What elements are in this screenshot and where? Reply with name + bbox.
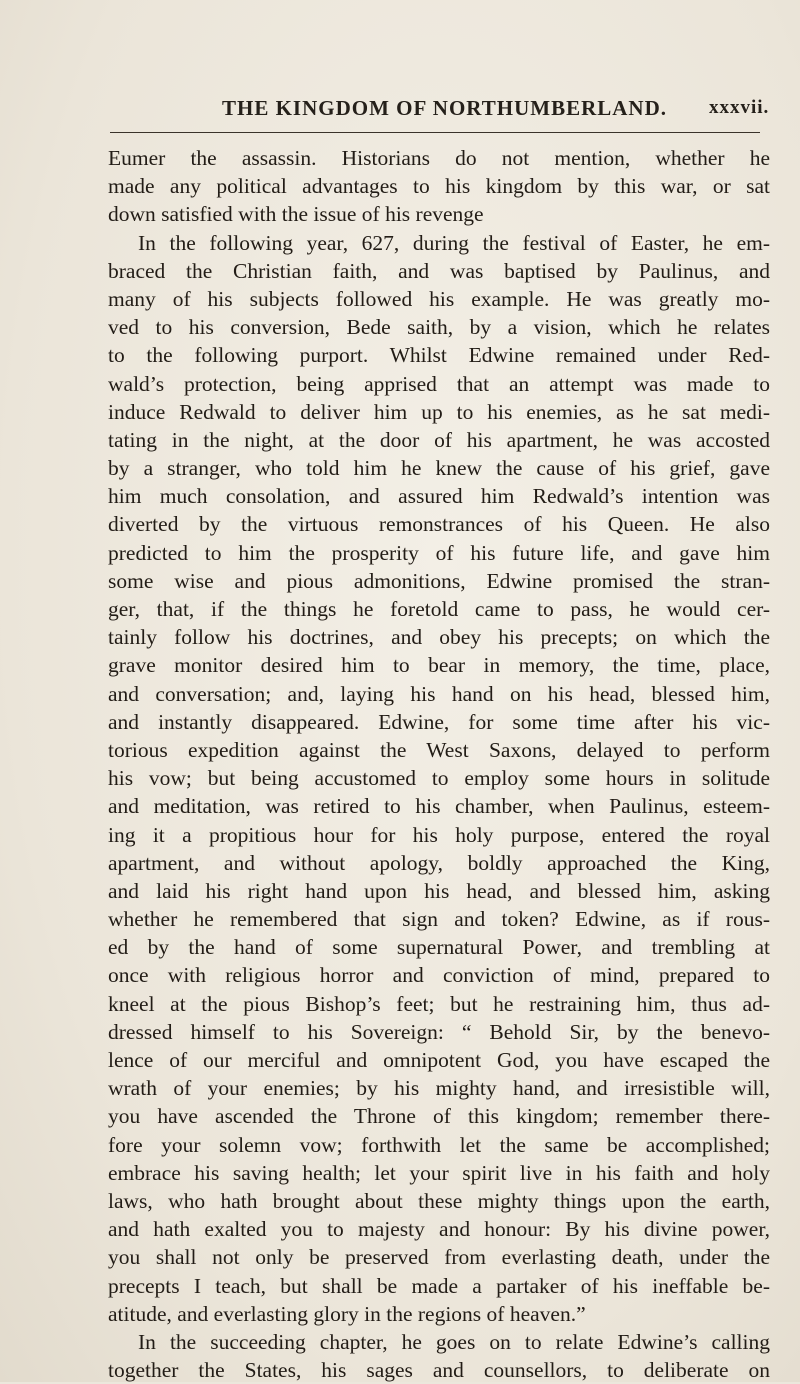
body-text bbox=[108, 144, 770, 1384]
running-head bbox=[0, 96, 800, 126]
text-line: many of his subjects followed his example. He was greatly mo- bbox=[108, 286, 770, 311]
text-line: lence of our merciful and omnipotent God, you have escaped the bbox=[108, 1048, 770, 1072]
text-line: wald’s protection, being apprised that an attempt was made to bbox=[108, 371, 770, 396]
text-line: and hath exalted you to majesty and honour: By his divine power, bbox=[108, 1217, 770, 1242]
text-line: to the following purport. Whilst Edwine remained under Red- bbox=[108, 343, 770, 368]
text-line: some wise and pious admonitions, Edwine promised the stran- bbox=[108, 568, 770, 593]
text-line: predicted to him the prosperity of his future life, and gave him bbox=[108, 540, 770, 565]
text-line: embrace his saving health; let your spirit live in his faith and holy bbox=[108, 1160, 770, 1185]
text-line: you shall not only be preserved from everlasting death, under the bbox=[108, 1245, 770, 1270]
text-line: diverted by the virtuous remonstrances of his Queen. He also bbox=[108, 512, 770, 537]
text-line: and conversation; and, laying his hand on his head, blessed him, bbox=[108, 681, 770, 706]
text-line: In the following year, 627, during the festival of Easter, he em- bbox=[138, 230, 770, 255]
text-line: laws, who hath brought about these mighty things upon the earth, bbox=[108, 1188, 770, 1213]
text-line: grave monitor desired him to bear in memory, the time, place, bbox=[108, 653, 770, 678]
text-line: atitude, and everlasting glory in the regions of heaven.” bbox=[108, 1301, 586, 1326]
text-line: and meditation, was retired to his chamber, when Paulinus, esteem- bbox=[108, 794, 770, 819]
text-line: ved to his conversion, Bede saith, by a vision, which he relates bbox=[108, 315, 770, 340]
text-line: down satisfied with the issue of his revenge bbox=[108, 202, 484, 227]
text-line: In the succeeding chapter, he goes on to relate Edwine’s calling bbox=[138, 1329, 770, 1354]
text-line: fore your solemn vow; forthwith let the same be accomplished; bbox=[108, 1132, 770, 1157]
text-line: made any political advantages to his kingdom by this war, or sat bbox=[108, 174, 770, 199]
text-line: by a stranger, who told him he knew the cause of his grief, gave bbox=[108, 456, 770, 481]
text-line: tainly follow his doctrines, and obey his precepts; on which the bbox=[108, 625, 770, 650]
text-line: kneel at the pious Bishop’s feet; but he restraining him, thus ad- bbox=[108, 991, 770, 1016]
text-line: together the States, his sages and counsellors, to deliberate on bbox=[108, 1358, 770, 1383]
text-line: whether he remembered that sign and token? Edwine, as if rous- bbox=[108, 907, 770, 932]
text-line: ed by the hand of some supernatural Power, and trembling at bbox=[108, 935, 770, 960]
text-line: Eumer the assassin. Historians do not mention, whether he bbox=[108, 146, 770, 170]
text-line: dressed himself to his Sovereign: “ Behold Sir, by the benevo- bbox=[108, 1019, 770, 1044]
header-rule bbox=[110, 132, 760, 133]
text-line: his vow; but being accustomed to employ some hours in solitude bbox=[108, 766, 770, 791]
text-line: and laid his right hand upon his head, and blessed him, asking bbox=[108, 878, 770, 903]
text-line: torious expedition against the West Saxons, delayed to perform bbox=[108, 737, 770, 762]
text-line: him much consolation, and assured him Redwald’s intention was bbox=[108, 484, 770, 509]
running-title: THE KINGDOM OF NORTHUMBERLAND. bbox=[222, 96, 667, 120]
text-line: ing it a propitious hour for his holy purpose, entered the royal bbox=[108, 822, 770, 847]
text-line: wrath of your enemies; by his mighty hand, and irresistible will, bbox=[108, 1076, 770, 1101]
text-line: tating in the night, at the door of his apartment, he was accosted bbox=[108, 427, 770, 452]
text-line: precepts I teach, but shall be made a partaker of his ineffable be- bbox=[108, 1273, 770, 1298]
text-line: you have ascended the Throne of this kingdom; remember there- bbox=[108, 1104, 770, 1129]
page-number: xxxvii. bbox=[709, 97, 770, 118]
text-line: induce Redwald to deliver him up to his enemies, as he sat medi- bbox=[108, 399, 770, 424]
text-line: once with religious horror and conviction of mind, prepared to bbox=[108, 963, 770, 988]
text-line: ger, that, if the things he foretold came to pass, he would cer- bbox=[108, 597, 770, 621]
text-line: and instantly disappeared. Edwine, for some time after his vic- bbox=[108, 709, 770, 734]
text-line: apartment, and without apology, boldly approached the King, bbox=[108, 850, 770, 875]
text-line: braced the Christian faith, and was baptised by Paulinus, and bbox=[108, 258, 770, 283]
